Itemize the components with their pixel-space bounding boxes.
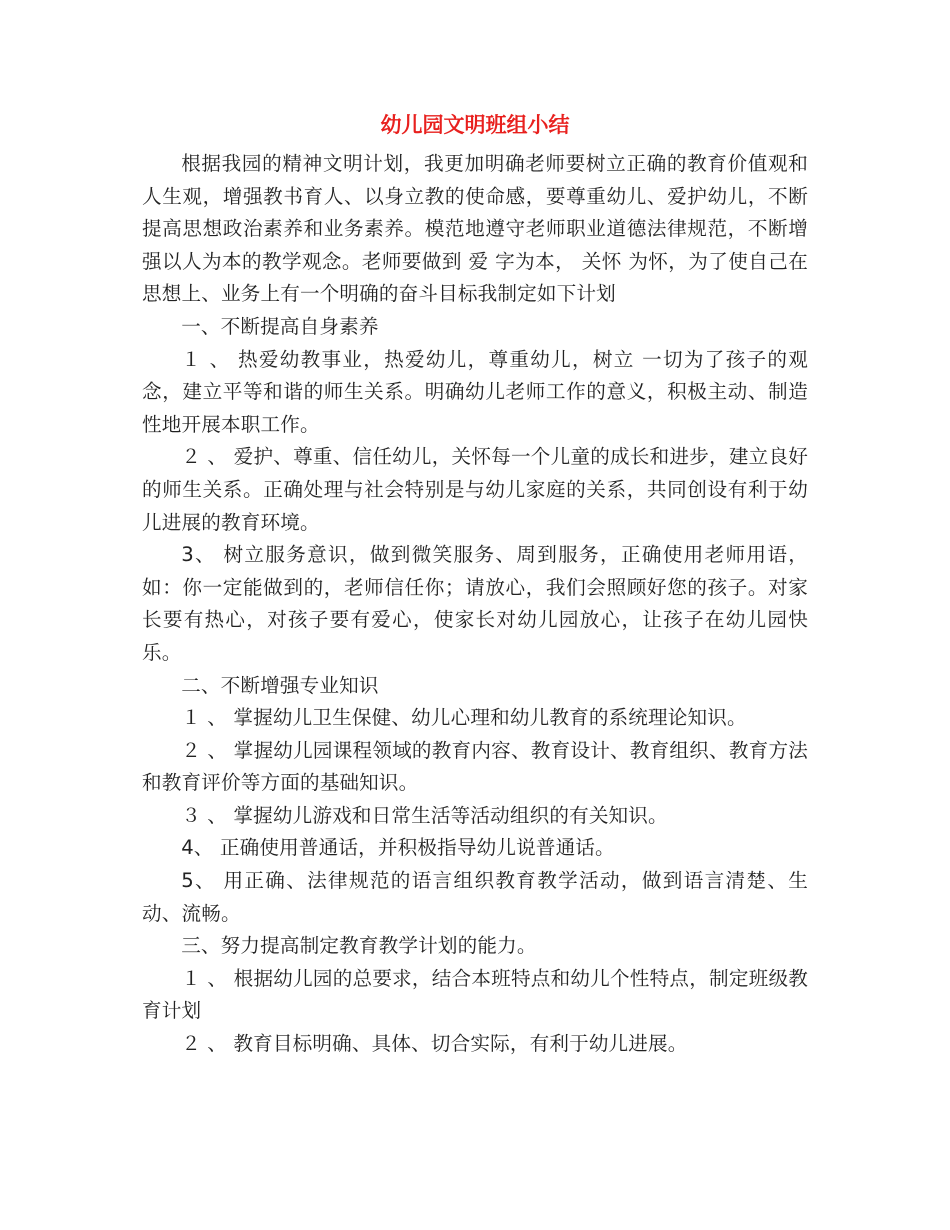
section-2-item-3: ３ 、 掌握幼儿游戏和日常生活等活动组织的有关知识。 (181, 803, 668, 827)
section-heading-3: 三、努力提高制定教育教学计划的能力。 (181, 934, 537, 958)
section-1-item-1: １ 、 热爱幼教事业，热爱幼儿，尊重幼儿，树立 一切为了孩子的观念，建立平等和谐的师生关系。明确幼儿老师工作的意义，积极主动、制造性地开展本职工作。 (142, 347, 808, 436)
section-2-item-5: 5、 用正确、法律规范的语言组织教育教学活动，做到语言清楚、生动、流畅。 (142, 869, 808, 925)
section-3-item-2: ２ 、 教育目标明确、具体、切合实际，有利于幼儿进展。 (181, 1032, 688, 1056)
section-1-item-2: ２ 、 爱护、尊重、信任幼儿，关怀每一个儿童的成长和进步，建立良好的师生关系。正确处理与社会特别是与幼儿家庭的关系，共同创设有利于幼儿进展的教育环境。 (142, 445, 808, 534)
intro-paragraph: 根据我园的精神文明计划，我更加明确老师要树立正确的教育价值观和人生观，增强教书育人、以身立教的使命感，要尊重幼儿、爱护幼儿，不断提高思想政治素养和业务素养。模范地遵守老师职业道德法律规范，不断增强以人为本的教学观念。老师要做到 爱 字为本， 关怀 为怀，为了使自己在思想上、业务上有一个明确的奋斗目标我制定如下计划 (142, 152, 808, 306)
document-body (142, 148, 808, 1061)
section-1-item-3: 3、 树立服务意识，做到微笑服务、周到服务，正确使用老师用语，如：你一定能做到的，老师信任你；请放心，我们会照顾好您的孩子。对家长要有热心，对孩子要有爱心，使家长对幼儿园放心，让孩子在幼儿园快乐。 (142, 543, 808, 664)
section-3-item-1: １ 、 根据幼儿园的总要求，结合本班特点和幼儿个性特点，制定班级教育计划 (142, 966, 808, 1023)
section-heading-2: 二、不断增强专业知识 (181, 673, 379, 697)
document-title: 幼儿园文明班组小结 (380, 113, 570, 137)
section-2-item-4: 4、 正确使用普通话，并积极指导幼儿说普通话。 (181, 836, 615, 860)
section-heading-1: 一、不断提高自身素养 (181, 314, 379, 338)
section-2-item-1: １ 、 掌握幼儿卫生保健、幼儿心理和幼儿教育的系统理论知识。 (181, 706, 747, 730)
section-2-item-2: ２ 、 掌握幼儿园课程领域的教育内容、教育设计、教育组织、教育方法和教育评价等方面的基础知识。 (142, 738, 808, 795)
